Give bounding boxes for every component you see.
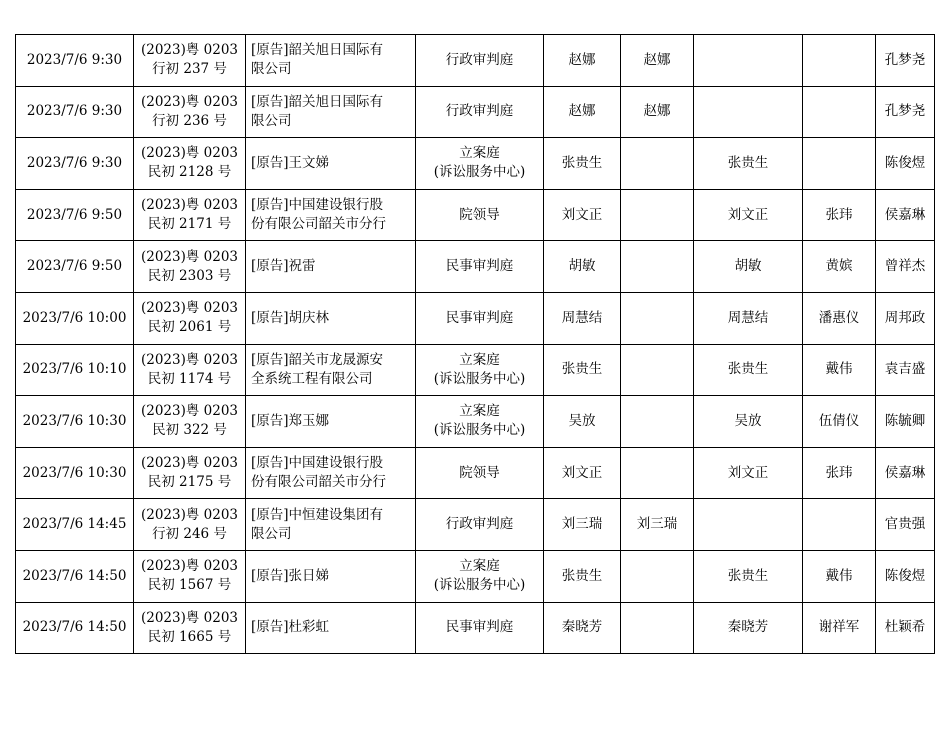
admin-judge-cell <box>621 86 694 138</box>
table-row <box>16 344 935 396</box>
civil-judge-cell <box>694 189 803 241</box>
clerk-cell <box>876 86 935 138</box>
case-number-text: 民初 2171 号 <box>147 216 232 233</box>
case-number-cell <box>134 86 246 138</box>
case-number-text: (2023)粤 0203 <box>140 558 239 575</box>
department-text: 院领导 <box>459 206 500 223</box>
presiding-judge-cell <box>544 138 621 190</box>
table-row <box>16 447 935 499</box>
department-cell <box>416 241 544 293</box>
admin-judge-cell <box>621 396 694 448</box>
case-number-text: (2023)粤 0203 <box>140 455 239 472</box>
assistant-cell <box>803 189 876 241</box>
party-text: 限公司 <box>251 61 292 78</box>
hearing-time-cell <box>16 241 134 293</box>
clerk-text: 陈俊煜 <box>884 567 926 584</box>
table-row <box>16 241 935 293</box>
civil-judge-text: 吴放 <box>734 412 762 429</box>
clerk-cell <box>876 292 935 344</box>
admin-judge-cell <box>621 138 694 190</box>
hearing-time-text: 2023/7/6 14:45 <box>22 516 127 533</box>
case-number-text: 行初 246 号 <box>152 525 227 542</box>
hearing-time-cell <box>16 292 134 344</box>
hearing-time-text: 2023/7/6 10:30 <box>22 412 127 429</box>
assistant-cell <box>803 138 876 190</box>
case-number-text: (2023)粤 0203 <box>140 145 239 162</box>
table-row <box>16 35 935 87</box>
party-text: 限公司 <box>251 525 292 542</box>
presiding-judge-cell <box>544 499 621 551</box>
presiding-judge-text: 刘三瑞 <box>561 516 603 533</box>
civil-judge-cell <box>694 241 803 293</box>
clerk-text: 官贵强 <box>884 516 926 533</box>
case-number-text: 民初 2303 号 <box>147 267 232 284</box>
presiding-judge-cell <box>544 447 621 499</box>
civil-judge-cell <box>694 86 803 138</box>
hearing-time-text: 2023/7/6 9:30 <box>26 103 123 120</box>
department-cell <box>416 447 544 499</box>
case-number-cell <box>134 35 246 87</box>
civil-judge-text: 刘文正 <box>727 464 769 481</box>
civil-judge-cell <box>694 35 803 87</box>
civil-judge-cell <box>694 499 803 551</box>
civil-judge-cell <box>694 138 803 190</box>
presiding-judge-text: 刘文正 <box>561 206 603 223</box>
department-cell <box>416 189 544 241</box>
hearing-time-cell <box>16 189 134 241</box>
clerk-cell <box>876 35 935 87</box>
case-number-text: (2023)粤 0203 <box>140 197 239 214</box>
hearing-time-text: 2023/7/6 14:50 <box>22 567 127 584</box>
presiding-judge-cell <box>544 241 621 293</box>
presiding-judge-cell <box>544 344 621 396</box>
party-text: [原告]中恒建设集团有 <box>251 506 384 523</box>
case-number-text: 行初 237 号 <box>152 61 227 78</box>
assistant-cell <box>803 550 876 602</box>
case-number-text: 民初 2175 号 <box>147 474 232 491</box>
case-number-cell <box>134 499 246 551</box>
table-row <box>16 396 935 448</box>
civil-judge-text: 张贵生 <box>727 154 769 171</box>
clerk-cell <box>876 447 935 499</box>
admin-judge-cell <box>621 292 694 344</box>
department-text: 院领导 <box>459 464 500 481</box>
department-cell <box>416 344 544 396</box>
table-row <box>16 499 935 551</box>
case-number-text: (2023)粤 0203 <box>140 42 239 59</box>
assistant-text: 黄嫔 <box>825 258 853 275</box>
assistant-cell <box>803 447 876 499</box>
presiding-judge-cell <box>544 292 621 344</box>
party-text: [原告]中国建设银行股 <box>251 455 384 472</box>
civil-judge-text: 胡敏 <box>734 258 762 275</box>
party-text: [原告]张日娣 <box>251 567 330 584</box>
clerk-cell <box>876 602 935 654</box>
case-number-text: (2023)粤 0203 <box>140 300 239 317</box>
presiding-judge-text: 刘文正 <box>561 464 603 481</box>
hearing-time-cell <box>16 344 134 396</box>
department-cell <box>416 35 544 87</box>
assistant-text: 谢祥军 <box>818 619 860 636</box>
civil-judge-cell <box>694 447 803 499</box>
assistant-cell <box>803 292 876 344</box>
civil-judge-cell <box>694 396 803 448</box>
clerk-text: 孔梦尧 <box>884 103 926 120</box>
hearing-time-cell <box>16 35 134 87</box>
assistant-text: 戴伟 <box>825 361 853 378</box>
party-text: [原告]韶关旭日国际有 <box>251 42 384 59</box>
party-cell <box>246 292 416 344</box>
case-number-cell <box>134 292 246 344</box>
assistant-text: 潘惠仪 <box>818 309 860 326</box>
case-number-cell <box>134 550 246 602</box>
civil-judge-cell <box>694 292 803 344</box>
presiding-judge-text: 张贵生 <box>561 567 603 584</box>
table-row <box>16 189 935 241</box>
presiding-judge-cell <box>544 602 621 654</box>
admin-judge-cell <box>621 499 694 551</box>
department-cell <box>416 138 544 190</box>
case-number-cell <box>134 189 246 241</box>
case-number-text: (2023)粤 0203 <box>140 609 239 626</box>
case-number-text: 民初 1665 号 <box>147 628 232 645</box>
department-text: 民事审判庭 <box>445 619 514 636</box>
party-cell <box>246 499 416 551</box>
clerk-text: 陈俊煜 <box>884 154 926 171</box>
department-text: 立案庭 <box>459 403 500 420</box>
case-number-cell <box>134 344 246 396</box>
clerk-text: 袁吉盛 <box>884 361 926 378</box>
hearing-time-cell <box>16 396 134 448</box>
admin-judge-cell <box>621 550 694 602</box>
department-text: 立案庭 <box>459 351 500 368</box>
admin-judge-text: 赵娜 <box>643 103 671 120</box>
party-text: 份有限公司韶关市分行 <box>251 474 386 491</box>
department-cell <box>416 396 544 448</box>
party-text: [原告]杜彩虹 <box>251 619 330 636</box>
party-text: [原告]王文娣 <box>251 154 330 171</box>
presiding-judge-text: 吴放 <box>568 412 596 429</box>
department-cell <box>416 292 544 344</box>
department-text: 立案庭 <box>459 558 500 575</box>
department-text: 行政审判庭 <box>445 103 514 120</box>
clerk-cell <box>876 189 935 241</box>
case-number-text: 民初 2061 号 <box>147 319 232 336</box>
assistant-text: 张玮 <box>825 206 853 223</box>
assistant-cell <box>803 602 876 654</box>
case-number-cell <box>134 602 246 654</box>
clerk-text: 周邦政 <box>884 309 926 326</box>
clerk-cell <box>876 241 935 293</box>
clerk-text: 侯嘉琳 <box>884 206 926 223</box>
hearing-schedule-table <box>15 34 935 654</box>
civil-judge-text: 周慧结 <box>727 309 769 326</box>
department-text: 民事审判庭 <box>445 258 514 275</box>
party-text: 份有限公司韶关市分行 <box>251 216 386 233</box>
department-text: 立案庭 <box>459 145 500 162</box>
civil-judge-cell <box>694 602 803 654</box>
party-cell <box>246 396 416 448</box>
case-number-text: 民初 1174 号 <box>147 370 232 387</box>
presiding-judge-cell <box>544 396 621 448</box>
party-cell <box>246 550 416 602</box>
admin-judge-cell <box>621 189 694 241</box>
assistant-cell <box>803 35 876 87</box>
presiding-judge-text: 赵娜 <box>568 51 596 68</box>
case-number-text: (2023)粤 0203 <box>140 248 239 265</box>
civil-judge-cell <box>694 550 803 602</box>
party-cell <box>246 35 416 87</box>
party-text: [原告]胡庆林 <box>251 309 330 326</box>
presiding-judge-cell <box>544 86 621 138</box>
party-text: [原告]祝雷 <box>251 258 316 275</box>
assistant-text: 戴伟 <box>825 567 853 584</box>
presiding-judge-text: 张贵生 <box>561 154 603 171</box>
hearing-time-text: 2023/7/6 14:50 <box>22 619 127 636</box>
hearing-time-cell <box>16 138 134 190</box>
department-text: 民事审判庭 <box>445 309 514 326</box>
presiding-judge-text: 周慧结 <box>561 309 603 326</box>
department-text: (诉讼服务中心) <box>433 370 526 387</box>
case-number-text: 民初 1567 号 <box>147 577 232 594</box>
case-number-cell <box>134 447 246 499</box>
admin-judge-text: 赵娜 <box>643 51 671 68</box>
hearing-time-text: 2023/7/6 10:00 <box>22 309 127 326</box>
hearing-time-cell <box>16 86 134 138</box>
case-number-text: (2023)粤 0203 <box>140 351 239 368</box>
hearing-time-text: 2023/7/6 9:30 <box>26 154 123 171</box>
clerk-cell <box>876 344 935 396</box>
table-row <box>16 138 935 190</box>
department-text: (诉讼服务中心) <box>433 422 526 439</box>
party-text: [原告]郑玉娜 <box>251 412 330 429</box>
hearing-time-text: 2023/7/6 9:50 <box>26 258 123 275</box>
case-number-cell <box>134 396 246 448</box>
clerk-text: 陈毓卿 <box>884 412 926 429</box>
presiding-judge-text: 胡敏 <box>568 258 596 275</box>
party-cell <box>246 602 416 654</box>
assistant-cell <box>803 499 876 551</box>
hearing-time-cell <box>16 602 134 654</box>
assistant-text: 张玮 <box>825 464 853 481</box>
admin-judge-cell <box>621 35 694 87</box>
presiding-judge-cell <box>544 189 621 241</box>
case-number-cell <box>134 241 246 293</box>
clerk-text: 杜颖希 <box>884 619 926 636</box>
case-number-text: (2023)粤 0203 <box>140 93 239 110</box>
clerk-cell <box>876 550 935 602</box>
case-number-text: 民初 2128 号 <box>147 164 232 181</box>
assistant-cell <box>803 241 876 293</box>
hearing-time-cell <box>16 447 134 499</box>
clerk-cell <box>876 138 935 190</box>
presiding-judge-text: 张贵生 <box>561 361 603 378</box>
department-text: 行政审判庭 <box>445 51 514 68</box>
admin-judge-cell <box>621 447 694 499</box>
case-number-text: 民初 322 号 <box>152 422 227 439</box>
civil-judge-text: 张贵生 <box>727 361 769 378</box>
table-row <box>16 602 935 654</box>
presiding-judge-cell <box>544 550 621 602</box>
party-text: [原告]韶关旭日国际有 <box>251 93 384 110</box>
party-cell <box>246 189 416 241</box>
presiding-judge-cell <box>544 35 621 87</box>
party-text: [原告]韶关市龙晟源安 <box>251 351 384 368</box>
admin-judge-text: 刘三瑞 <box>636 516 678 533</box>
civil-judge-text: 秦晓芳 <box>727 619 769 636</box>
clerk-text: 曾祥杰 <box>884 258 926 275</box>
party-cell <box>246 241 416 293</box>
assistant-cell <box>803 396 876 448</box>
table-row <box>16 292 935 344</box>
party-cell <box>246 86 416 138</box>
hearing-time-text: 2023/7/6 10:30 <box>22 464 127 481</box>
party-cell <box>246 447 416 499</box>
party-text: 全系统工程有限公司 <box>251 370 373 387</box>
party-text: [原告]中国建设银行股 <box>251 197 384 214</box>
party-cell <box>246 344 416 396</box>
case-number-cell <box>134 138 246 190</box>
admin-judge-cell <box>621 344 694 396</box>
assistant-cell <box>803 86 876 138</box>
civil-judge-text: 刘文正 <box>727 206 769 223</box>
hearing-time-cell <box>16 499 134 551</box>
table-row <box>16 86 935 138</box>
admin-judge-cell <box>621 241 694 293</box>
case-number-text: (2023)粤 0203 <box>140 506 239 523</box>
presiding-judge-text: 秦晓芳 <box>561 619 603 636</box>
clerk-cell <box>876 396 935 448</box>
civil-judge-cell <box>694 344 803 396</box>
hearing-time-cell <box>16 550 134 602</box>
hearing-time-text: 2023/7/6 10:10 <box>22 361 127 378</box>
department-text: (诉讼服务中心) <box>433 577 526 594</box>
clerk-text: 侯嘉琳 <box>884 464 926 481</box>
hearing-time-text: 2023/7/6 9:50 <box>26 206 123 223</box>
case-number-text: (2023)粤 0203 <box>140 403 239 420</box>
presiding-judge-text: 赵娜 <box>568 103 596 120</box>
clerk-cell <box>876 499 935 551</box>
party-cell <box>246 138 416 190</box>
admin-judge-cell <box>621 602 694 654</box>
hearing-time-text: 2023/7/6 9:30 <box>26 51 123 68</box>
civil-judge-text: 张贵生 <box>727 567 769 584</box>
department-text: (诉讼服务中心) <box>433 164 526 181</box>
department-text: 行政审判庭 <box>445 516 514 533</box>
party-text: 限公司 <box>251 112 292 129</box>
department-cell <box>416 602 544 654</box>
department-cell <box>416 550 544 602</box>
department-cell <box>416 86 544 138</box>
assistant-cell <box>803 344 876 396</box>
department-cell <box>416 499 544 551</box>
table-row <box>16 550 935 602</box>
assistant-text: 伍倩仪 <box>818 412 860 429</box>
case-number-text: 行初 236 号 <box>152 112 227 129</box>
clerk-text: 孔梦尧 <box>884 51 926 68</box>
